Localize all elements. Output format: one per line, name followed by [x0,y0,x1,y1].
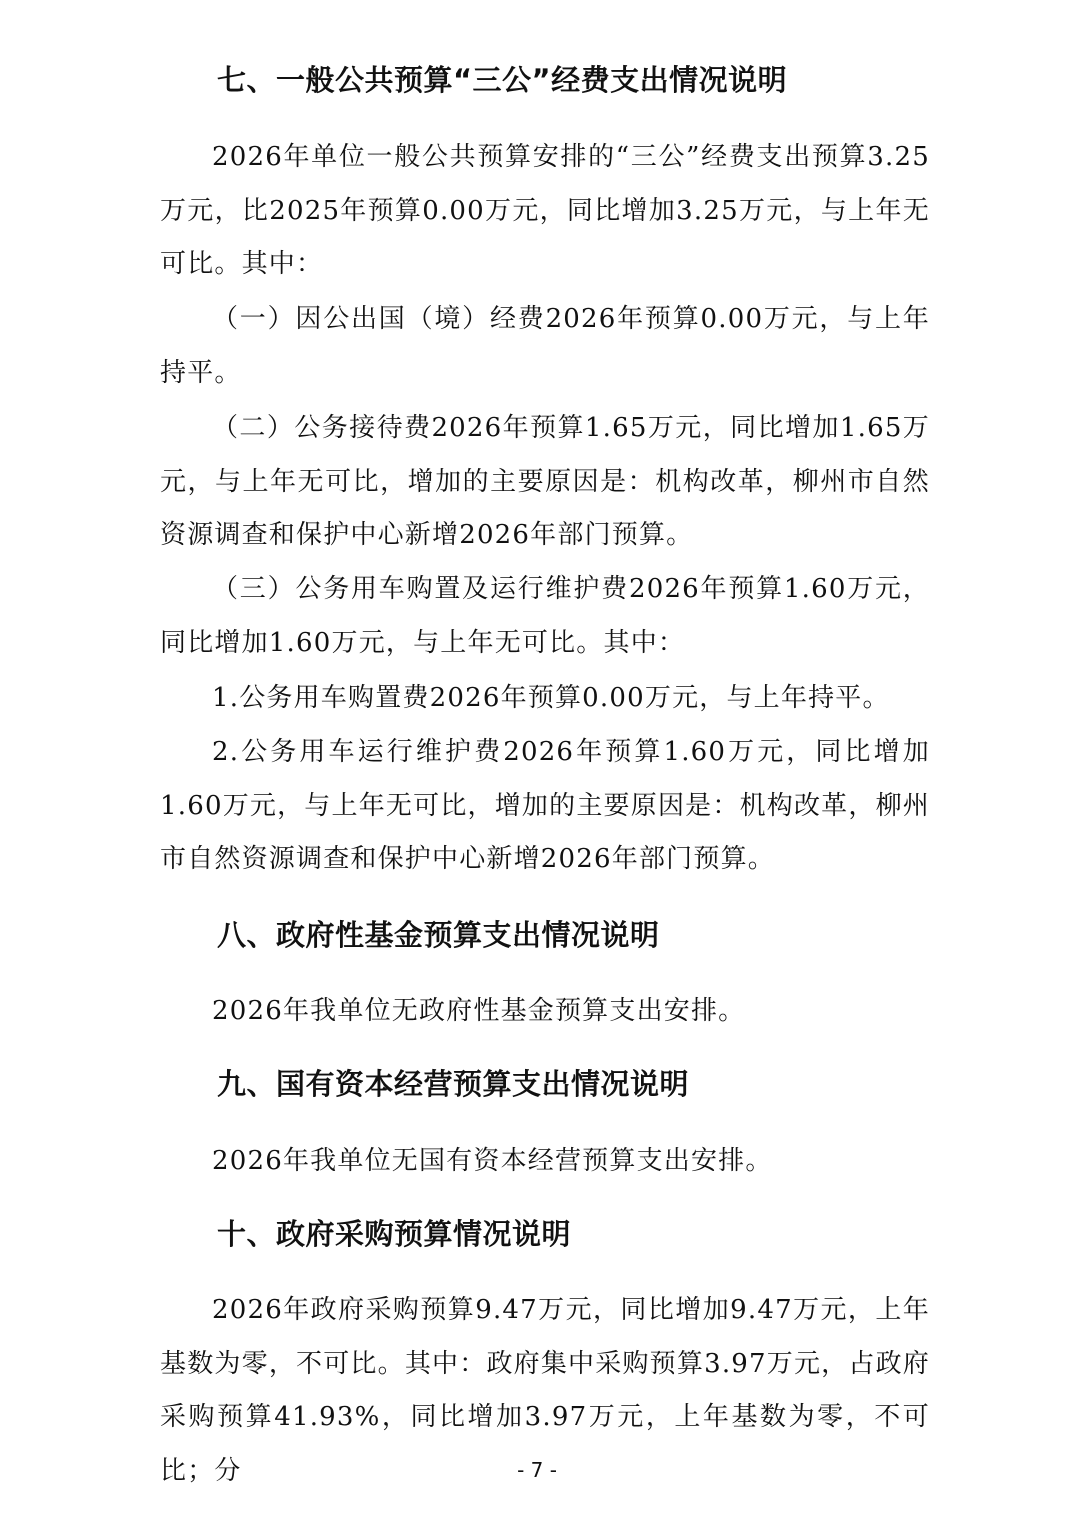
paragraph-state-capital: 2026年我单位无国有资本经营预算支出安排。 [212,1146,773,1176]
section-heading-9: 九、国有资本经营预算支出情况说明 [217,1067,690,1101]
section-heading-8: 八、政府性基金预算支出情况说明 [217,918,660,952]
paragraph-sangong-summary: 2026年单位一般公共预算安排的“三公”经费支出预算3.25万元，比2025年预算0.00万元，同比增加3.25万元，与上年无可比。其中： [160,142,930,279]
paragraph-reception: （二）公务接待费2026年预算1.65万元，同比增加1.65万元，与上年无可比，增加的主要原因是：机构改革，柳州市自然资源调查和保护中心新增2026年部门预算。 [160,413,930,550]
section-heading-10: 十、政府采购预算情况说明 [217,1217,572,1251]
paragraph-government-fund: 2026年我单位无政府性基金预算支出安排。 [212,996,746,1026]
paragraph-overseas-travel: （一）因公出国（境）经费2026年预算0.00万元，与上年持平。 [160,304,930,388]
paragraph-procurement: 2026年政府采购预算9.47万元，同比增加9.47万元，上年基数为零，不可比。其中：政府集中采购预算3.97万元，占政府采购预算41.93%，同比增加3.97万元，上年基数为零，不可比；分 [160,1295,930,1486]
page-number: - 7 - [517,1458,557,1482]
paragraph-vehicle-purchase: 1.公务用车购置费2026年预算0.00万元，与上年持平。 [212,683,890,713]
paragraph-vehicles: （三）公务用车购置及运行维护费2026年预算1.60万元，同比增加1.60万元，与上年无可比。其中： [160,574,930,658]
paragraph-vehicle-maintenance: 2.公务用车运行维护费2026年预算1.60万元，同比增加1.60万元，与上年无可比，增加的主要原因是：机构改革，柳州市自然资源调查和保护中心新增2026年部门预算。 [160,737,930,874]
section-heading-7: 七、一般公共预算“三公”经费支出情况说明 [217,63,788,97]
